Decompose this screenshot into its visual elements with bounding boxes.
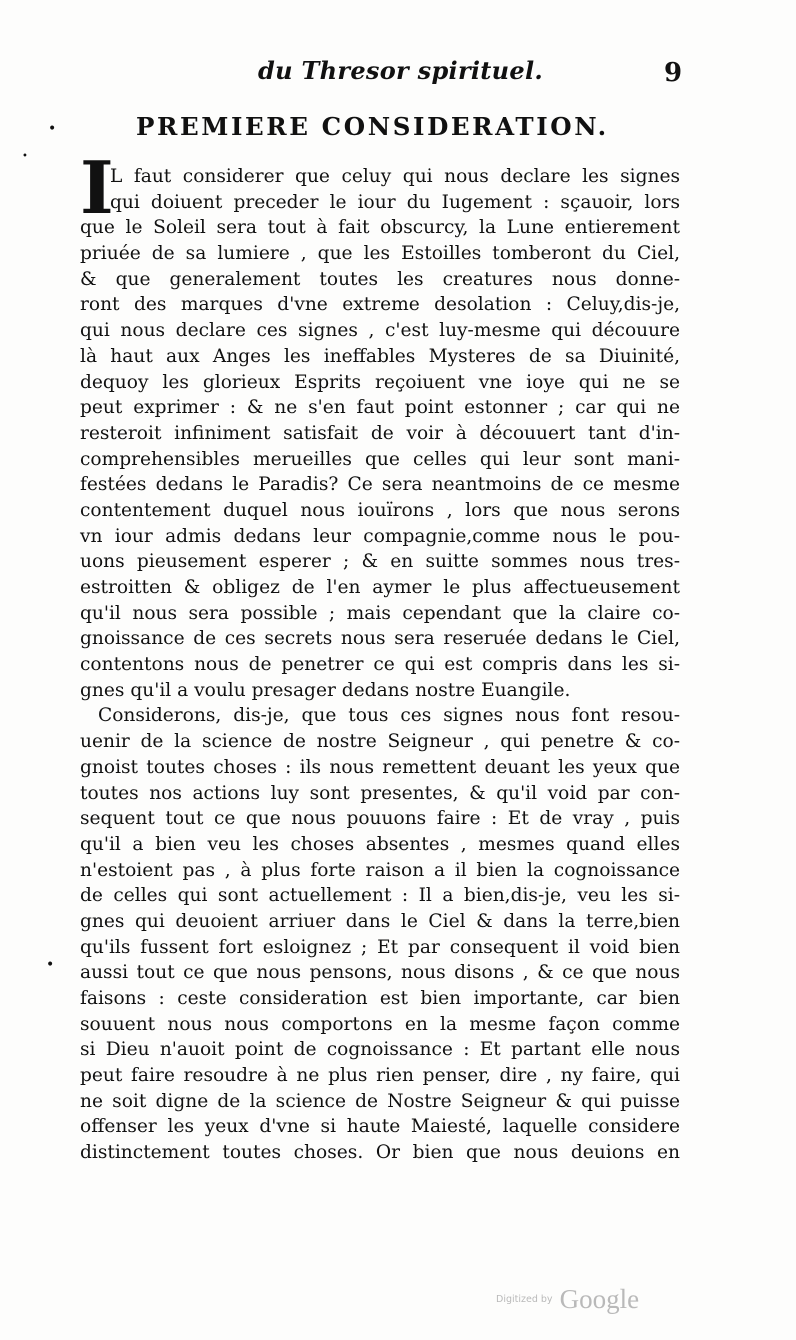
text-line: Considerons, dis-je, que tous ces signes nous font resou- (98, 705, 680, 727)
text-line: gnoissance de ces secrets nous sera reseruée dedans le Ciel, (80, 628, 680, 650)
text-line: sequent tout ce que nous pouuons faire : Et de vray , puis (80, 808, 680, 830)
page-number: 9 (664, 58, 683, 88)
text-line: faisons : ceste consideration est bien importante, car bien (80, 988, 680, 1009)
text-line: gnes qu'il a voulu presager dedans nostre Euangile. (80, 679, 571, 701)
running-title: du Thresor spirituel. (258, 56, 544, 85)
text-line: distinctement toutes choses. Or bien que nous deuions en (80, 1142, 680, 1164)
text-line: gnes qui deuoient arriuer dans le Ciel & dans la terre,bien (80, 910, 680, 932)
text-line: de celles qui sont actuellement : Il a bien,dis-je, veu les si- (80, 885, 680, 907)
watermark-prefix: Digitized by (496, 1294, 553, 1305)
text-line: souuent nous nous comportons en la mesme façon comme (80, 1013, 680, 1035)
text-line: contentement duquel nous iouïrons , lors que nous serons (80, 499, 680, 521)
text-line: peut faire resoudre à ne plus rien penser, dire , ny faire, qui (80, 1065, 680, 1087)
margin-mark-small: • (22, 151, 28, 162)
text-line: que le Soleil sera tout à fait obscurcy, la Lune entierement (80, 217, 680, 239)
text-line: peut exprimer : & ne s'en faut point estonner ; car qui ne (80, 397, 680, 419)
text-line: gnoist toutes choses : ils nous remettent deuant les yeux que (80, 756, 680, 778)
text-line: offenser les yeux d'vne si haute Maiesté, laquelle considere (80, 1116, 680, 1138)
text-line: aussi tout ce que nous pensons, nous disons , & ce que nous (80, 962, 680, 984)
body-text (80, 164, 680, 1166)
text-line: estroitten & obligez de l'en aymer le plus affectueusement (80, 577, 680, 598)
text-line: resteroit infiniment satisfait de voir à découuert tant d'in- (80, 422, 680, 444)
text-line: uons pieusement esperer ; & en suitte sommes nous tres- (80, 551, 680, 573)
text-line: contentons nous de penetrer ce qui est compris dans les si- (80, 654, 680, 676)
text-line: comprehensibles merueilles que celles qui leur sont mani- (80, 448, 680, 470)
text-line: qu'il a bien veu les choses absentes , mesmes quand elles (80, 833, 680, 855)
watermark-brand: Google (559, 1284, 640, 1314)
text-line: ront des marques d'vne extreme desolation : Celuy,dis-je, (80, 294, 680, 316)
digitized-watermark (496, 1284, 639, 1315)
text-line: festées dedans le Paradis? Ce sera neantmoins de ce mesme (80, 474, 680, 496)
text-line: qu'ils fussent fort esloignez ; Et par consequent il void bien (80, 936, 680, 958)
text-line: dequoy les glorieux Esprits reçoiuent vne ioye qui ne se (80, 371, 680, 393)
text-line: & que generalement toutes les creatures nous donne- (80, 268, 680, 290)
text-line: vn iour admis dedans leur compagnie,comme nous le pou- (80, 525, 680, 547)
section-title: PREMIERE CONSIDERATION. (136, 112, 609, 141)
text-line: qui nous declare ces signes , c'est luy-mesme qui découure (80, 320, 680, 342)
text-line: toutes nos actions luy sont presentes, & qu'il void par con- (80, 782, 680, 804)
drop-cap: I (80, 145, 114, 230)
text-line: là haut aux Anges les ineffables Mysteres de sa Diuinité, (80, 345, 680, 367)
margin-bullet-middle: • (46, 957, 55, 973)
text-line: si Dieu n'auoit point de cognoissance : Et partant elle nous (80, 1039, 680, 1061)
text-line: ne soit digne de la science de Nostre Seigneur & qui puisse (80, 1090, 680, 1112)
text-line: qui doiuent preceder le iour du Iugement : sçauoir, lors (110, 191, 680, 213)
text-line: n'estoient pas , à plus forte raison a il bien la cognoissance (80, 859, 680, 881)
text-line: uenir de la science de nostre Seigneur , qui penetre & co- (80, 731, 680, 753)
margin-bullet-top: • (48, 121, 57, 137)
text-line: priuée de sa lumiere , que les Estoilles tomberont du Ciel, (80, 243, 680, 265)
text-line: L faut considerer que celuy qui nous declare les signes (110, 166, 680, 187)
text-line: qu'il nous sera possible ; mais cependant que la claire co- (80, 602, 680, 624)
